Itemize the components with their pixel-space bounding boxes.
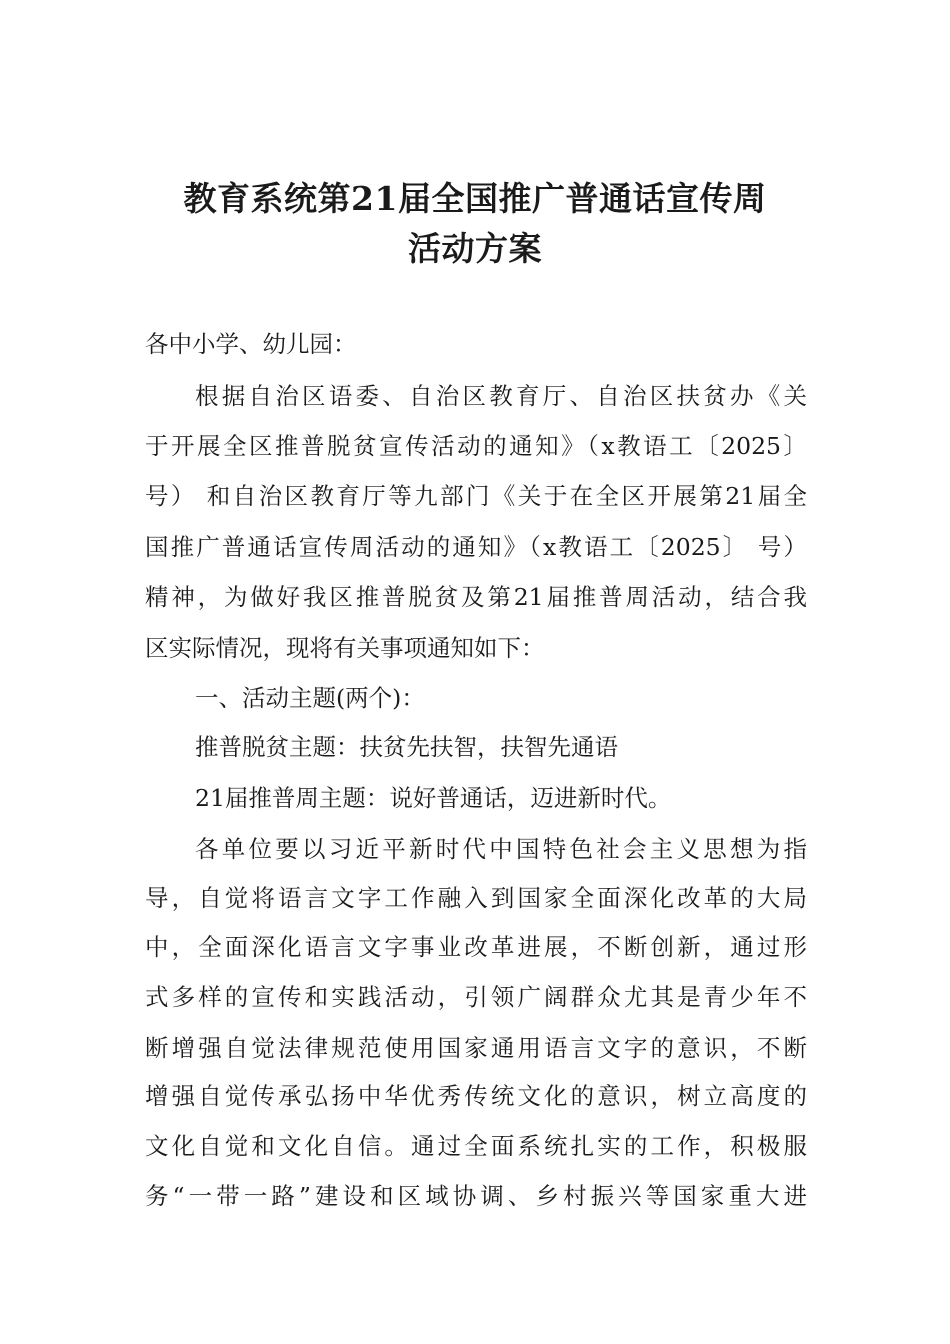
document-title-line-2: 活动方案 [408, 229, 542, 268]
theme-2-line: 21届推普周主题：说好普通话，迈进新时代。 [195, 784, 672, 812]
paragraph-2-line: 式多样的宣传和实践活动，引领广阔群众尤其是青少年不 [145, 983, 807, 1011]
section-1-heading: 一、活动主题(两个)： [195, 684, 425, 712]
paragraph-1-line: 精神，为做好我区推普脱贫及第21届推普周活动，结合我 [145, 583, 807, 611]
paragraph-2-line: 务“一带一路”建设和区域协调、乡村振兴等国家重大进 [145, 1182, 807, 1210]
paragraph-2-line: 导，自觉将语言文字工作融入到国家全面深化改革的大局 [145, 884, 807, 912]
document-title-line-1: 教育系统第21届全国推广普通话宣传周 [183, 179, 767, 218]
paragraph-1-line: 号） 和自治区教育厅等九部门《关于在全区开展第21届全 [145, 482, 807, 510]
paragraph-1-line: 国推广普通话宣传周活动的通知》（x教语工〔2025〕 号） [145, 533, 807, 561]
paragraph-2-line: 文化自觉和文化自信。通过全面系统扎实的工作，积极服 [145, 1132, 807, 1160]
paragraph-2-line: 各单位要以习近平新时代中国特色社会主义思想为指 [195, 835, 807, 863]
paragraph-2-line: 中，全面深化语言文字事业改革进展，不断创新，通过形 [145, 933, 807, 961]
paragraph-1-line: 根据自治区语委、自治区教育厅、自治区扶贫办《关 [195, 382, 807, 410]
paragraph-1-line: 区实际情况，现将有关事项通知如下： [145, 634, 545, 662]
paragraph-2-line: 增强自觉传承弘扬中华优秀传统文化的意识，树立高度的 [145, 1082, 807, 1110]
greeting-line: 各中小学、幼儿园： [145, 330, 357, 358]
paragraph-2-line: 断增强自觉法律规范使用国家通用语言文字的意识，不断 [145, 1034, 807, 1062]
theme-1-line: 推普脱贫主题：扶贫先扶智，扶智先通语 [195, 733, 618, 761]
paragraph-1-line: 于开展全区推普脱贫宣传活动的通知》（x教语工〔2025〕 [145, 432, 807, 460]
